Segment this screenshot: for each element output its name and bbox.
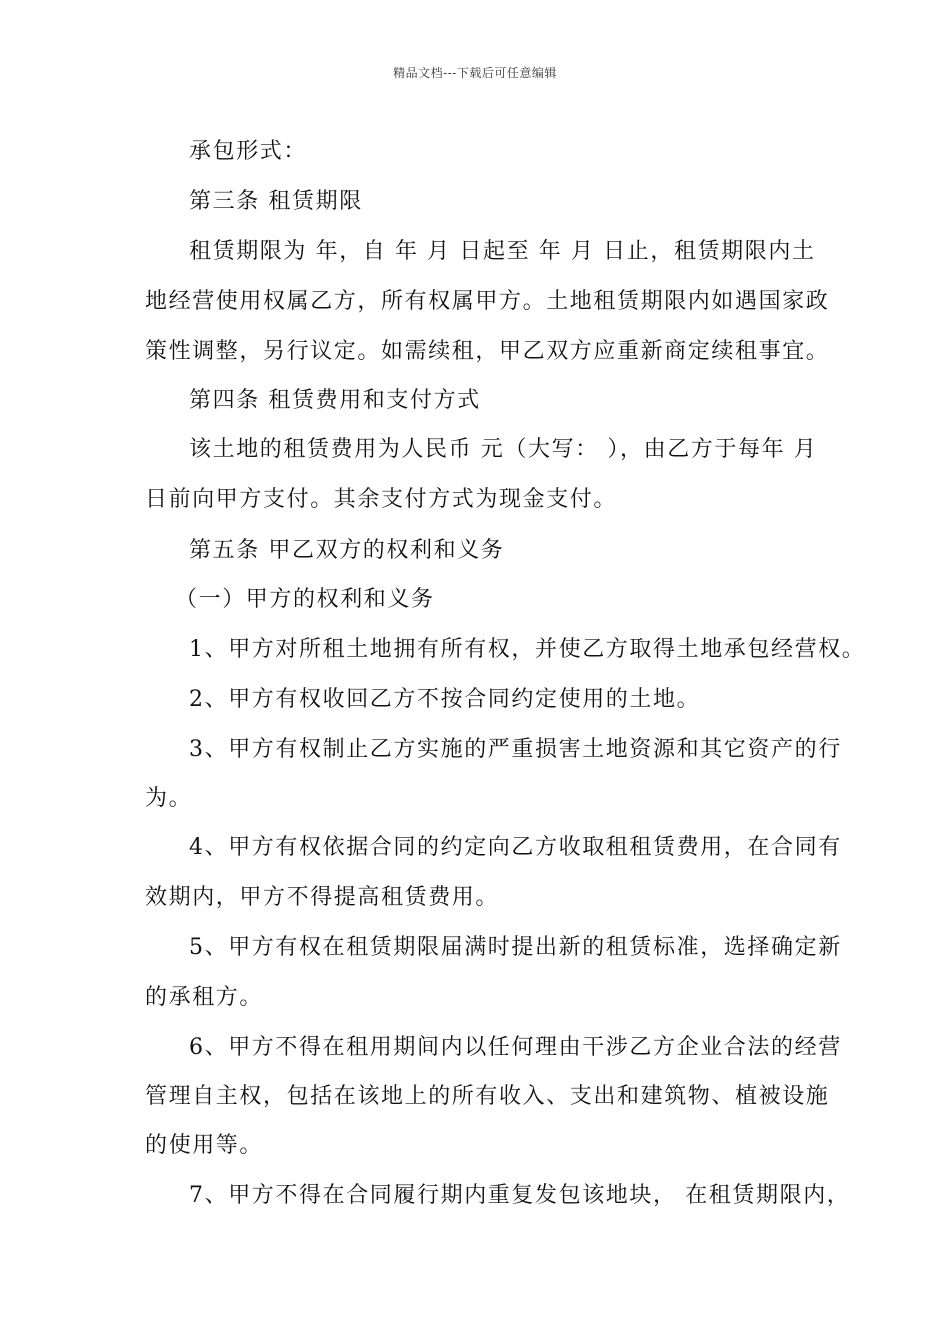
list-item: 3、甲方有权制止乙方实施的严重损害土地资源和其它资产的行	[189, 737, 842, 762]
text-line: 的承租方。	[145, 985, 264, 1010]
text-line: 租赁期限为 年，自 年 月 日起至 年 月 日止，租赁期限内土	[189, 239, 816, 264]
text-line: 该土地的租赁费用为人民币 元（大写： ），由乙方于每年 月	[189, 437, 818, 462]
text-line: 管理自主权，包括在该地上的所有收入、支出和建筑物、植被设施	[145, 1084, 830, 1109]
text-line: 地经营使用权属乙方，所有权属甲方。土地租赁期限内如遇国家政	[145, 289, 830, 314]
text-line: 的使用等。	[145, 1133, 264, 1158]
section-heading-4: 第四条 租赁费用和支付方式	[189, 388, 481, 413]
page-header: 精品文档---下载后可任意编辑	[393, 66, 557, 80]
text-line: 策性调整，另行议定。如需续租，甲乙双方应重新商定续租事宜。	[145, 339, 830, 364]
section-heading-3: 第三条 租赁期限	[189, 189, 363, 214]
text-line: 承包形式：	[189, 139, 308, 164]
section-heading-5: 第五条 甲乙双方的权利和义务	[189, 538, 505, 563]
subsection-heading: （一）甲方的权利和义务	[175, 587, 435, 612]
list-item: 1、甲方对所租土地拥有所有权，并使乙方取得土地承包经营权。	[189, 637, 866, 662]
text-line: 为。	[145, 786, 193, 811]
list-item: 5、甲方有权在租赁期限届满时提出新的租赁标准，选择确定新	[189, 935, 842, 960]
text-line: 效期内，甲方不得提高租赁费用。	[145, 885, 500, 910]
text-line: 日前向甲方支付。其余支付方式为现金支付。	[145, 487, 618, 512]
list-item: 2、甲方有权收回乙方不按合同约定使用的土地。	[189, 687, 701, 712]
list-item: 7、甲方不得在合同履行期内重复发包该地块， 在租赁期限内，	[189, 1183, 851, 1208]
list-item: 4、甲方有权依据合同的约定向乙方收取租租赁费用，在合同有	[189, 835, 842, 860]
list-item: 6、甲方不得在租用期间内以任何理由干涉乙方企业合法的经营	[189, 1035, 842, 1060]
